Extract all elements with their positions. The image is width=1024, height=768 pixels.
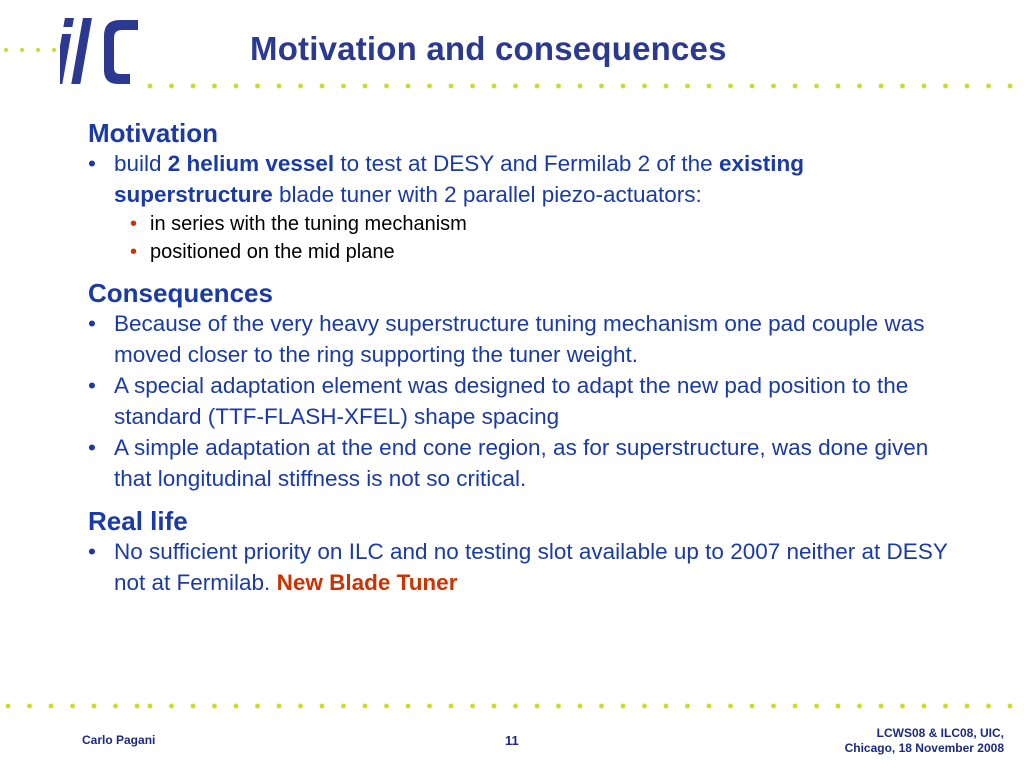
decorative-dot bbox=[793, 84, 798, 89]
decorative-dot bbox=[277, 84, 282, 89]
decorative-dot bbox=[427, 704, 432, 709]
decorative-dot bbox=[836, 704, 841, 709]
decorative-dot bbox=[277, 704, 282, 709]
decorative-dot bbox=[234, 84, 239, 89]
decorative-dot bbox=[384, 84, 389, 89]
real-life-bullet bbox=[88, 536, 958, 598]
decorative-dot bbox=[49, 704, 54, 709]
footer-event-line: Chicago, 18 November 2008 bbox=[844, 741, 1004, 755]
decorative-dot bbox=[113, 704, 118, 709]
decorative-dot bbox=[135, 704, 140, 709]
real-life-list bbox=[88, 536, 958, 598]
motivation-list bbox=[88, 148, 958, 210]
decorative-dot bbox=[234, 704, 239, 709]
decorative-dot bbox=[728, 84, 733, 89]
decorative-dot bbox=[707, 704, 712, 709]
motivation-heading: Motivation bbox=[88, 118, 218, 148]
decorative-dot bbox=[879, 704, 884, 709]
decorative-dot bbox=[169, 704, 174, 709]
decorative-dot bbox=[750, 704, 755, 709]
decorative-dot bbox=[900, 84, 905, 89]
decorative-dot bbox=[427, 84, 432, 89]
decorative-dot bbox=[70, 704, 75, 709]
decorative-dot bbox=[621, 84, 626, 89]
decorative-dot bbox=[212, 704, 217, 709]
bottom-dot-divider bbox=[0, 700, 1024, 712]
decorative-dot bbox=[814, 84, 819, 89]
decorative-dot bbox=[492, 704, 497, 709]
sub-bullet: • positioned on the mid plane bbox=[128, 238, 958, 266]
decorative-dot bbox=[320, 704, 325, 709]
decorative-dot bbox=[212, 84, 217, 89]
decorative-dot bbox=[728, 704, 733, 709]
decorative-dot bbox=[406, 704, 411, 709]
decorative-dot bbox=[750, 84, 755, 89]
decorative-dot bbox=[320, 84, 325, 89]
consequence-bullet: • A simple adaptation at the end cone region, as for superstructure, was done given that longitudinal stiffness is not so critical. bbox=[88, 432, 958, 494]
text-segment: No sufficient priority on ILC and no testing slot available up to 2007 neither at DESY not at Fermilab. bbox=[114, 539, 948, 595]
sub-bullet: • in series with the tuning mechanism bbox=[128, 210, 958, 238]
footer-page-number: 11 bbox=[505, 733, 519, 748]
decorative-dot bbox=[621, 704, 626, 709]
decorative-dot bbox=[685, 84, 690, 89]
decorative-dot bbox=[943, 84, 948, 89]
decorative-dot bbox=[642, 704, 647, 709]
decorative-dot bbox=[685, 704, 690, 709]
decorative-dot bbox=[836, 84, 841, 89]
decorative-dot bbox=[298, 704, 303, 709]
decorative-dot bbox=[793, 704, 798, 709]
decorative-dot bbox=[169, 84, 174, 89]
text-segment: blade tuner with 2 parallel piezo-actuators: bbox=[272, 182, 702, 207]
decorative-dot bbox=[191, 84, 196, 89]
decorative-dot bbox=[922, 84, 927, 89]
decorative-dot bbox=[341, 84, 346, 89]
highlight-text: New Blade Tuner bbox=[276, 570, 458, 595]
decorative-dot bbox=[599, 84, 604, 89]
decorative-dot bbox=[986, 84, 991, 89]
decorative-dot bbox=[771, 704, 776, 709]
decorative-dot bbox=[298, 84, 303, 89]
decorative-dot bbox=[857, 84, 862, 89]
header-left-dots bbox=[0, 44, 70, 56]
motivation-bullet bbox=[88, 148, 958, 210]
decorative-dot bbox=[449, 704, 454, 709]
decorative-dot bbox=[664, 84, 669, 89]
decorative-dot bbox=[814, 704, 819, 709]
top-dot-divider bbox=[0, 80, 1024, 92]
text-segment: to test at DESY and Fermilab 2 of the bbox=[334, 151, 719, 176]
real-life-heading: Real life bbox=[88, 506, 188, 536]
decorative-dot bbox=[449, 84, 454, 89]
decorative-dot bbox=[771, 84, 776, 89]
decorative-dot bbox=[1008, 84, 1013, 89]
decorative-dot bbox=[92, 704, 97, 709]
decorative-dot bbox=[148, 704, 153, 709]
decorative-dot bbox=[986, 704, 991, 709]
decorative-dot bbox=[1008, 704, 1013, 709]
decorative-dot bbox=[513, 704, 518, 709]
consequence-bullet: • Because of the very heavy superstructure tuning mechanism one pad couple was moved closer to the ring supporting the tuner weight. bbox=[88, 308, 958, 370]
decorative-dot bbox=[363, 704, 368, 709]
motivation-sublist bbox=[88, 210, 958, 266]
decorative-dot bbox=[707, 84, 712, 89]
decorative-dot bbox=[556, 704, 561, 709]
decorative-dot bbox=[492, 84, 497, 89]
consequence-bullet: • A special adaptation element was designed to adapt the new pad position to the standard (TTF-FLASH-XFEL) shape spacing bbox=[88, 370, 958, 432]
decorative-dot bbox=[922, 704, 927, 709]
bold-text-segment: existing superstructure bbox=[114, 151, 804, 207]
decorative-dot bbox=[857, 704, 862, 709]
decorative-dot bbox=[535, 704, 540, 709]
decorative-dot bbox=[664, 704, 669, 709]
bold-text-segment: 2 helium vessel bbox=[167, 151, 335, 176]
decorative-dot bbox=[556, 84, 561, 89]
decorative-dot bbox=[879, 84, 884, 89]
decorative-dot bbox=[27, 704, 32, 709]
text-segment: build bbox=[114, 151, 168, 176]
decorative-dot bbox=[578, 704, 583, 709]
decorative-dot bbox=[965, 704, 970, 709]
decorative-dot bbox=[578, 84, 583, 89]
decorative-dot bbox=[642, 84, 647, 89]
decorative-dot bbox=[255, 704, 260, 709]
decorative-dot bbox=[513, 84, 518, 89]
decorative-dot bbox=[470, 84, 475, 89]
decorative-dot bbox=[470, 704, 475, 709]
footer-author: Carlo Pagani bbox=[82, 733, 156, 747]
decorative-dot bbox=[6, 704, 11, 709]
decorative-dot bbox=[255, 84, 260, 89]
decorative-dot bbox=[341, 704, 346, 709]
decorative-dot bbox=[148, 84, 153, 89]
slide-body bbox=[88, 118, 958, 598]
decorative-dot bbox=[406, 84, 411, 89]
decorative-dot bbox=[900, 704, 905, 709]
footer-event bbox=[845, 726, 1004, 756]
decorative-dot bbox=[943, 704, 948, 709]
decorative-dot bbox=[191, 704, 196, 709]
decorative-dot bbox=[363, 84, 368, 89]
footer-event-line: LCWS08 & ILC08, UIC, bbox=[876, 726, 1004, 740]
consequences-heading: Consequences bbox=[88, 278, 273, 308]
decorative-dot bbox=[599, 704, 604, 709]
decorative-dot bbox=[965, 84, 970, 89]
consequences-list bbox=[88, 308, 958, 494]
decorative-dot bbox=[535, 84, 540, 89]
decorative-dot bbox=[384, 704, 389, 709]
slide-title: Motivation and consequences bbox=[250, 30, 727, 67]
